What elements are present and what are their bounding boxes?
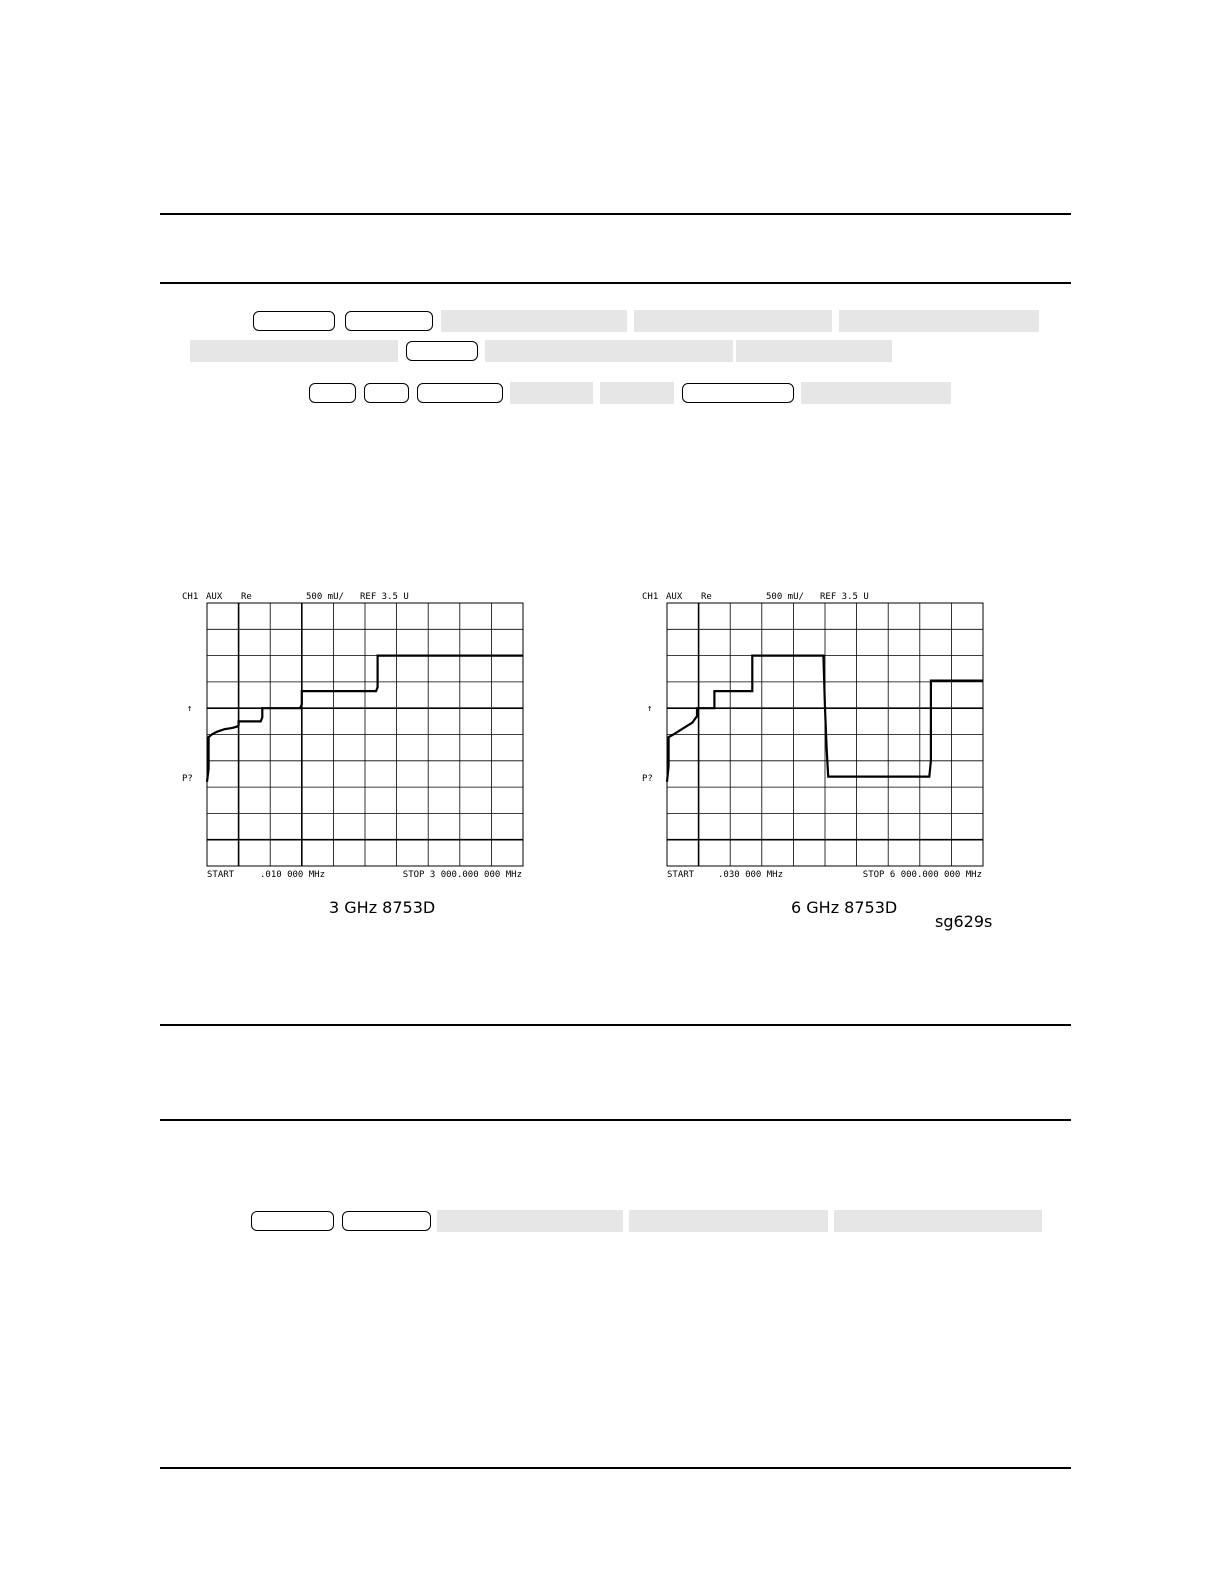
mode-label: AUX — [666, 592, 683, 602]
hardkey[interactable] — [364, 383, 409, 403]
hardkey[interactable] — [253, 311, 335, 331]
start-frequency: .030 000 MHz — [718, 870, 784, 880]
mode-label: AUX — [206, 592, 223, 602]
softkey[interactable] — [441, 310, 627, 332]
softkey[interactable] — [485, 340, 733, 362]
softkey[interactable] — [634, 310, 832, 332]
softkey[interactable] — [834, 1210, 1042, 1232]
softkey[interactable] — [190, 340, 398, 362]
softkey[interactable] — [839, 310, 1039, 332]
channel-label: CH1 — [182, 592, 199, 602]
trace-plot-3ghz — [178, 588, 538, 888]
hardkey[interactable] — [406, 341, 478, 361]
softkey[interactable] — [510, 382, 593, 404]
stop-frequency: STOP 6 000.000 000 MHz — [862, 870, 982, 880]
section-rule-bottom — [160, 1467, 1071, 1469]
format-label: Re — [701, 592, 712, 602]
analyzer-display-6ghz — [638, 588, 998, 888]
figure-id: sg629s — [935, 912, 993, 931]
trace-plot-6ghz — [638, 588, 998, 888]
section-rule-2 — [160, 282, 1071, 284]
section-rule-3 — [160, 1024, 1071, 1026]
reference-label: REF 3.5 U — [820, 592, 869, 602]
reference-label: REF 3.5 U — [360, 592, 409, 602]
softkey[interactable] — [736, 340, 892, 362]
hardkey[interactable] — [309, 383, 356, 403]
scale-label: 500 mU/ — [766, 592, 804, 602]
analyzer-display-3ghz — [178, 588, 538, 888]
channel-label: CH1 — [642, 592, 659, 602]
section-rule-4 — [160, 1119, 1071, 1121]
figure-caption-3ghz: 3 GHz 8753D — [329, 898, 436, 917]
softkey[interactable] — [600, 382, 674, 404]
figure-caption-6ghz: 6 GHz 8753D — [791, 898, 898, 917]
softkey[interactable] — [437, 1210, 623, 1232]
start-label: START — [207, 870, 235, 880]
start-frequency: .010 000 MHz — [260, 870, 326, 880]
hardkey[interactable] — [251, 1211, 334, 1231]
format-label: Re — [241, 592, 252, 602]
marker-label: P? — [182, 774, 193, 784]
reference-arrow-icon: ↑ — [647, 704, 653, 714]
hardkey[interactable] — [682, 383, 794, 403]
stop-frequency: STOP 3 000.000 000 MHz — [402, 870, 522, 880]
reference-arrow-icon: ↑ — [187, 704, 193, 714]
hardkey[interactable] — [342, 1211, 431, 1231]
scale-label: 500 mU/ — [306, 592, 344, 602]
section-rule-top — [160, 213, 1071, 215]
marker-label: P? — [642, 774, 653, 784]
softkey[interactable] — [801, 382, 951, 404]
hardkey[interactable] — [417, 383, 503, 403]
hardkey[interactable] — [345, 311, 433, 331]
graticule — [207, 603, 523, 866]
softkey[interactable] — [629, 1210, 828, 1232]
start-label: START — [667, 870, 695, 880]
